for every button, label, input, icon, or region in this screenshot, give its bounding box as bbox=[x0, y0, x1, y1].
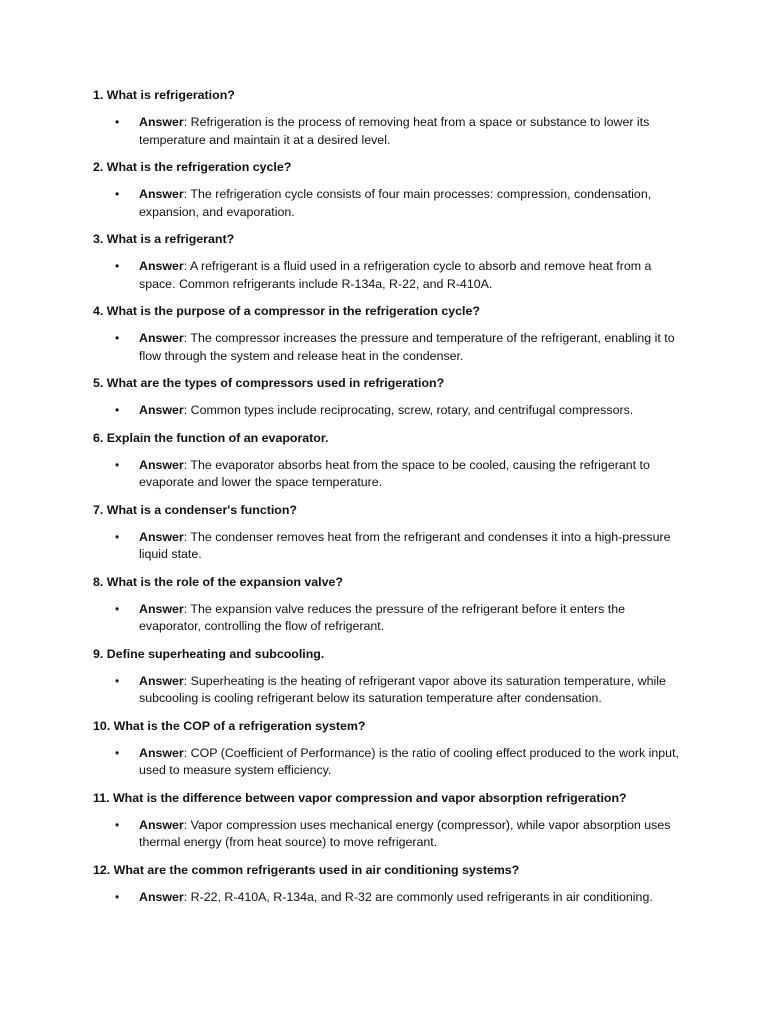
answer-text: : The refrigeration cycle consists of four main processes: compression, condensation, expansion, and evaporation. bbox=[139, 187, 652, 219]
answer-label: Answer bbox=[139, 673, 184, 688]
question-heading: 12. What are the common refrigerants used in air conditioning systems? bbox=[93, 862, 520, 877]
qa-item-2 bbox=[93, 159, 683, 221]
bullet-icon: • bbox=[115, 403, 120, 417]
bullet-icon: • bbox=[115, 115, 120, 129]
answer-label: Answer bbox=[139, 745, 184, 760]
bullet-icon: • bbox=[115, 673, 120, 688]
question-heading: 1. What is refrigeration? bbox=[93, 88, 235, 102]
answer-bullet-item bbox=[93, 673, 683, 708]
answer-text: : Refrigeration is the process of removing heat from a space or substance to lower its temperature and maintain it at a desired level. bbox=[139, 115, 650, 147]
answer-text: : Superheating is the heating of refrigerant vapor above its saturation temperature, while subcooling is cooling refrigerant below its saturation temperature after condensation. bbox=[139, 673, 666, 705]
bullet-icon: • bbox=[115, 187, 120, 201]
bullet-icon: • bbox=[115, 259, 120, 273]
bullet-icon: • bbox=[115, 331, 120, 345]
qa-item-8 bbox=[93, 574, 683, 636]
question-heading: 2. What is the refrigeration cycle? bbox=[93, 160, 292, 174]
qa-item-10 bbox=[93, 718, 683, 780]
answer-bullet-item bbox=[93, 258, 683, 293]
answer-bullet-item bbox=[93, 601, 683, 636]
answer-bullet-item bbox=[93, 186, 683, 221]
answer-bullet-item bbox=[93, 745, 683, 780]
question-heading: 6. Explain the function of an evaporator. bbox=[93, 430, 329, 445]
answer-bullet-item bbox=[93, 114, 683, 149]
qa-item-11 bbox=[93, 790, 683, 852]
bullet-icon: • bbox=[115, 817, 120, 832]
answer-text: : The evaporator absorbs heat from the space to be cooled, causing the refrigerant to evaporate and lower the space temperature. bbox=[139, 457, 650, 489]
answer-label: Answer bbox=[139, 601, 184, 616]
qa-item-6 bbox=[93, 430, 683, 492]
answer-label: Answer bbox=[139, 331, 184, 345]
answer-label: Answer bbox=[139, 115, 184, 129]
qa-item-1 bbox=[93, 87, 683, 149]
question-heading: 10. What is the COP of a refrigeration system? bbox=[93, 718, 366, 733]
qa-item-9 bbox=[93, 646, 683, 708]
document-page bbox=[93, 87, 683, 916]
question-heading: 4. What is the purpose of a compressor in the refrigeration cycle? bbox=[93, 304, 480, 318]
qa-item-5 bbox=[93, 375, 683, 420]
question-heading: 11. What is the difference between vapor compression and vapor absorption refrigeration? bbox=[93, 790, 627, 805]
answer-bullet-item bbox=[93, 817, 683, 852]
qa-item-3 bbox=[93, 231, 683, 293]
answer-text: : COP (Coefficient of Performance) is the ratio of cooling effect produced to the work input, used to measure system efficiency. bbox=[139, 745, 679, 777]
answer-bullet-item bbox=[93, 330, 683, 365]
answer-label: Answer bbox=[139, 889, 184, 904]
answer-label: Answer bbox=[139, 187, 184, 201]
answer-text: : Common types include reciprocating, screw, rotary, and centrifugal compressors. bbox=[183, 403, 634, 417]
answer-bullet-item bbox=[93, 457, 683, 492]
answer-text: : The expansion valve reduces the pressure of the refrigerant before it enters the evaporator, controlling the flow of refrigerant. bbox=[139, 601, 626, 633]
qa-item-7 bbox=[93, 502, 683, 564]
answer-label: Answer bbox=[139, 403, 184, 417]
answer-text: : The compressor increases the pressure and temperature of the refrigerant, enabling it to flow through the system and release heat in the condenser. bbox=[139, 331, 675, 363]
question-heading: 7. What is a condenser's function? bbox=[93, 502, 297, 517]
answer-label: Answer bbox=[139, 457, 184, 472]
bullet-icon: • bbox=[115, 889, 120, 904]
qa-item-4 bbox=[93, 303, 683, 365]
answer-text: : R-22, R-410A, R-134a, and R-32 are commonly used refrigerants in air conditioning. bbox=[183, 889, 653, 904]
question-heading: 8. What is the role of the expansion valve? bbox=[93, 574, 343, 589]
bullet-icon: • bbox=[115, 601, 120, 616]
qa-item-12 bbox=[93, 862, 683, 907]
question-heading: 5. What are the types of compressors used in refrigeration? bbox=[93, 376, 445, 390]
answer-label: Answer bbox=[139, 529, 184, 544]
answer-bullet-item bbox=[93, 402, 683, 420]
bullet-icon: • bbox=[115, 457, 120, 472]
answer-label: Answer bbox=[139, 259, 184, 273]
question-heading: 3. What is a refrigerant? bbox=[93, 232, 235, 246]
bullet-icon: • bbox=[115, 745, 120, 760]
answer-bullet-item bbox=[93, 529, 683, 564]
answer-text: : Vapor compression uses mechanical energy (compressor), while vapor absorption uses thermal energy (from heat source) to move refrigerant. bbox=[139, 817, 671, 849]
answer-text: : The condenser removes heat from the refrigerant and condenses it into a high-pressure liquid state. bbox=[139, 529, 671, 561]
bullet-icon: • bbox=[115, 529, 120, 544]
answer-text: : A refrigerant is a fluid used in a refrigeration cycle to absorb and remove heat from a space. Common refrigerants include R-134a, R-22, and R-410A. bbox=[139, 259, 652, 291]
answer-bullet-item bbox=[93, 889, 683, 907]
question-heading: 9. Define superheating and subcooling. bbox=[93, 646, 325, 661]
answer-label: Answer bbox=[139, 817, 184, 832]
